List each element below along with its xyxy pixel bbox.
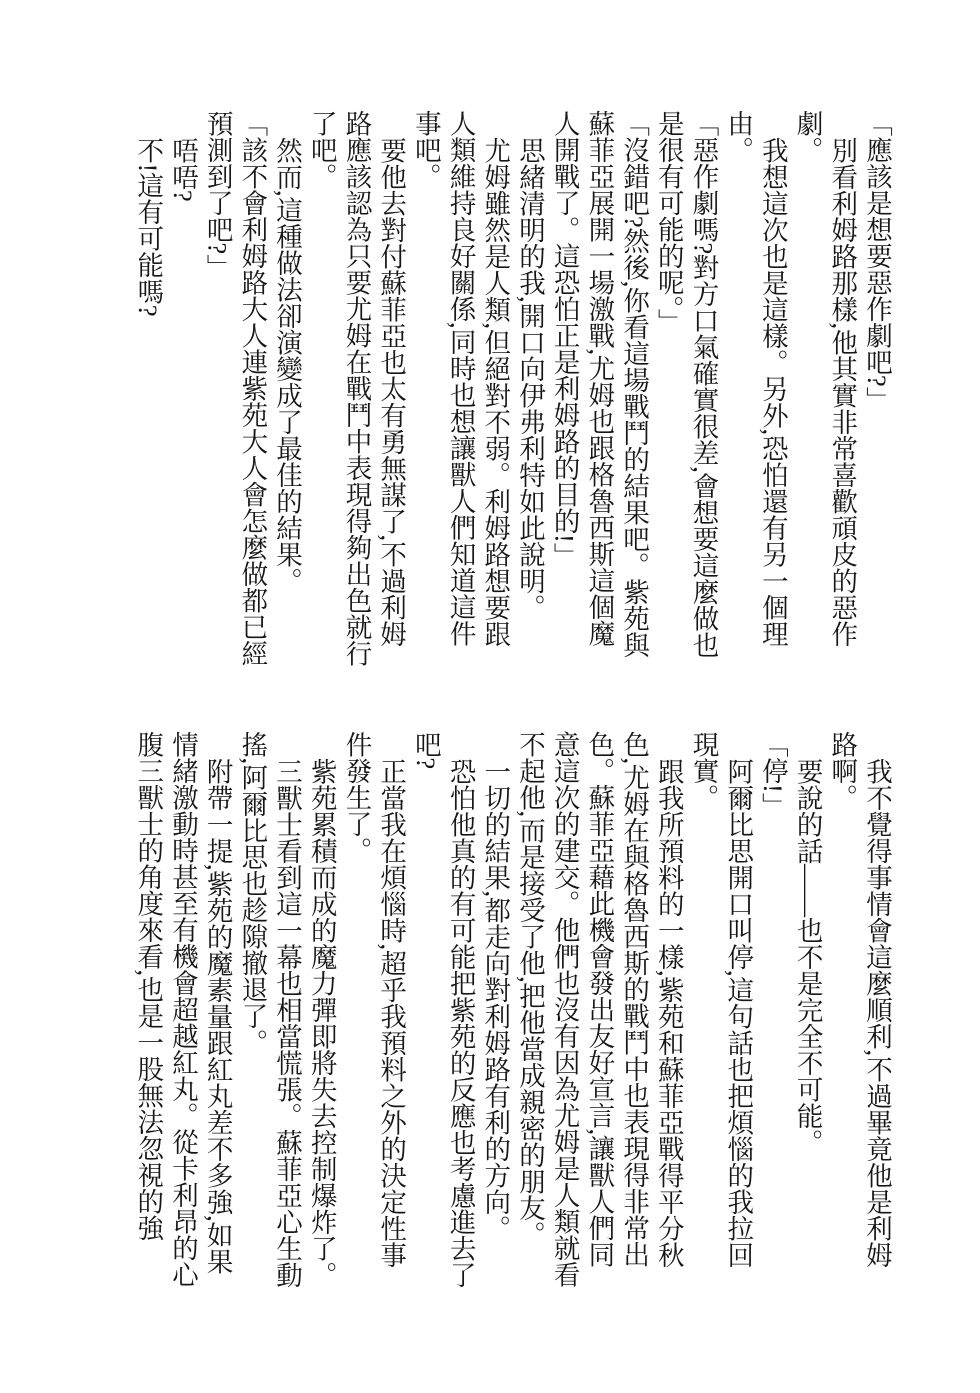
paragraph: 正當我在煩惱時,超乎我預料之外的決定性事件發生了。 xyxy=(341,731,407,1268)
paragraph: 紫苑累積而成的魔力彈即將失去控制爆炸了。 xyxy=(306,757,337,1288)
paragraph: 然而,這種做法卻演變成了最佳的結果。 xyxy=(272,136,303,594)
paragraph: 一切的結果,都走向對利姆路有利的方向。 xyxy=(480,757,511,1242)
paragraph: 不!這有可能嗎? xyxy=(133,136,164,317)
paragraph: 「停!」 xyxy=(757,731,788,820)
paragraph: 要他去對付蘇菲亞也太有勇無謀了,不過利姆路應該認為只要尤姆在戰鬥中表現得夠出色就行了吧。 xyxy=(306,110,407,667)
paragraph: 尤姆雖然是人類,但絕對不弱。利姆路想要跟人類維持良好關係,同時也想讓獸人們知道這件事吧。 xyxy=(410,110,511,647)
paragraph: 思緒清明的我,開口向伊弗利特如此說明。 xyxy=(514,136,545,621)
paragraph: 我想這次也是這樣。另外,恐怕還有另一個理由。 xyxy=(723,110,788,647)
paragraph: 附帶一提,紫苑的魔素量跟紅丸差不多強,如果情緒激動時甚至有機會超越紅丸。從卡利昂的心腹三獸士的角度來看,也是一股無法忽視的強 xyxy=(133,731,233,1288)
paragraph: 「惡作劇嗎?對方口氣確實很差,會想要這麼做也是很有可能的呢。」 xyxy=(653,110,719,659)
paragraph: 阿爾比思開口叫停,這句話也把煩惱的我拉回現實。 xyxy=(688,731,754,1268)
paragraph: 恐怕他真的有可能把紫苑的反應也考慮進去了吧? xyxy=(410,731,476,1288)
vertical-text-block-bottom xyxy=(131,731,894,1289)
vertical-text-block-top xyxy=(131,110,894,668)
paragraph: 「應該是想要惡作劇吧?」 xyxy=(862,110,892,414)
paragraph: 三獸士看到這一幕也相當慌張。蘇菲亞心生動搖,阿爾比思也趁隙撤退了。 xyxy=(237,731,303,1288)
paragraph: 要說的話——也不是完全不可能。 xyxy=(792,757,823,1155)
paragraph: 「該不會利姆路大人連紫苑大人會怎麼做都已經預測到了吧?」 xyxy=(202,110,268,667)
paragraph: 我不覺得事情會這麼順利,不過畢竟他是利姆路啊。 xyxy=(827,731,892,1268)
paragraph: 唔唔? xyxy=(167,136,198,202)
paragraph: 跟我所預料的一樣,紫苑和蘇菲亞戰得平分秋色,尤姆在與格魯西斯的戰鬥中也表現得非常出色。蘇菲亞藉此機會發出友好宣言,讓獸人們同意這次的建交。他們也沒有因為尤姆是人類就看不起他,而是接受了他,把他當成親密的朋友。 xyxy=(514,731,684,1288)
paragraph: 別看利姆路那樣,他其實非常喜歡頑皮的惡作劇。 xyxy=(792,110,858,647)
paragraph: 「沒錯吧?然後,你看這場戰鬥的結果吧。紫苑與蘇菲亞展開一場激戰,尤姆也跟格魯西斯這個魔人開戰了。這恐怕正是利姆路的目的!」 xyxy=(549,110,650,659)
